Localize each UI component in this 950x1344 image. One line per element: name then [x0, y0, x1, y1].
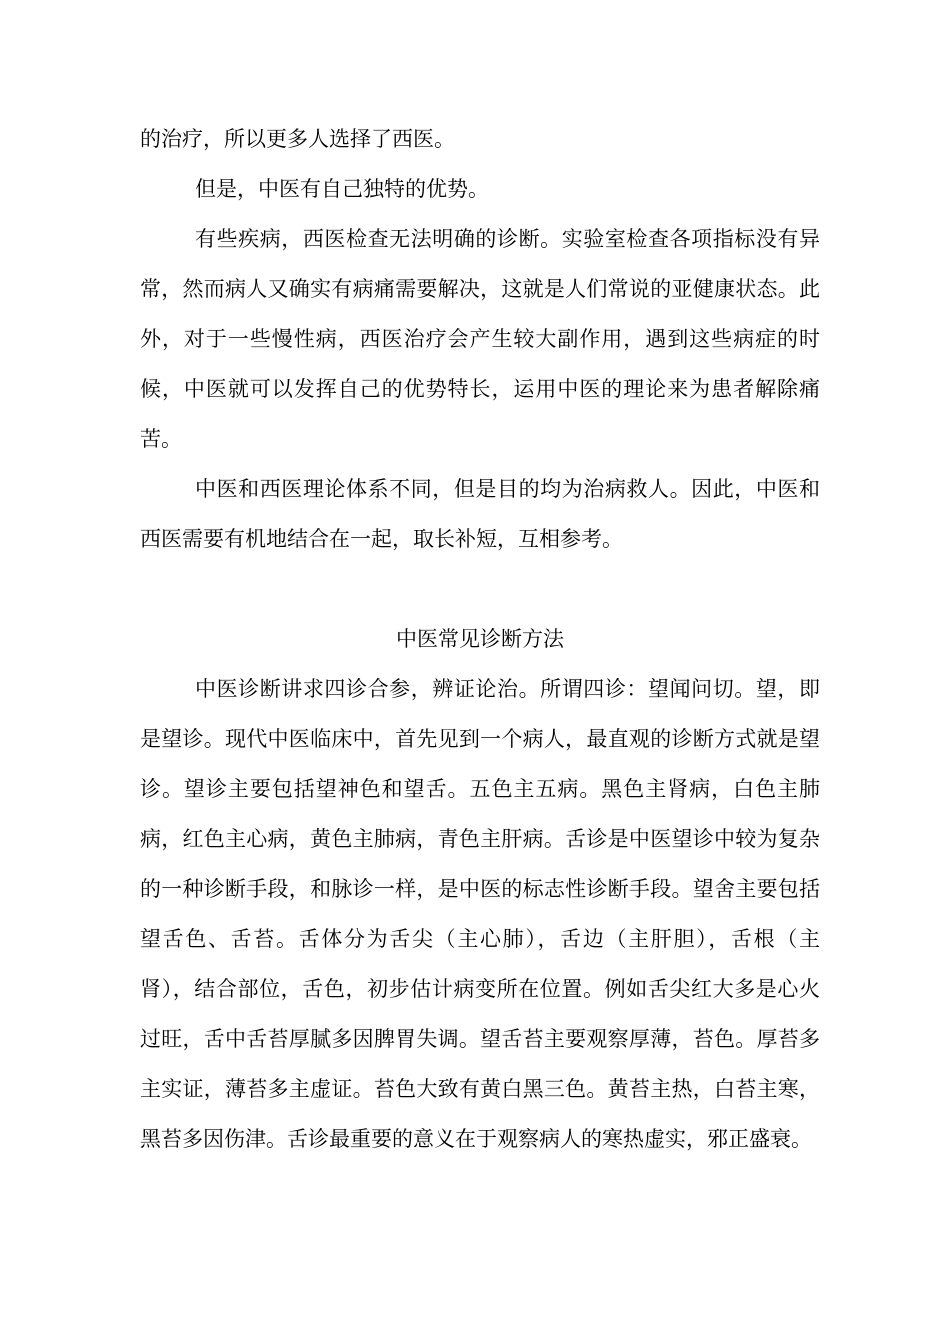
section-heading: 中医常见诊断方法 [396, 627, 564, 651]
paragraph-advantage-intro: 但是，中医有自己独特的优势。 [195, 177, 489, 201]
paragraph-continuation: 的治疗，所以更多人选择了西医。 [140, 127, 455, 151]
body-text-top [140, 114, 820, 564]
paragraph-integration: 中医和西医理论体系不同，但是目的均为治病救人。因此，中医和西医需要有机地结合在一起，取长补短，互相参考。 [140, 477, 820, 551]
body-text-section [140, 664, 820, 1164]
paragraph-four-diagnostics: 中医诊断讲求四诊合参，辨证论治。所谓四诊：望闻问切。望，即是望诊。现代中医临床中，首先见到一个病人，最直观的诊断方式就是望诊。望诊主要包括望神色和望舌。五色主五病。黑色主肾病，白色主肺病，红色主心病，黄色主肺病，青色主肝病。舌诊是中医望诊中较为复杂的一种诊断手段，和脉诊一样，是中医的标志性诊断手段。望舍主要包括望舌色、舌苔。舌体分为舌尖（主心肺），舌边（主肝胆），舌根（主肾），结合部位，舌色，初步估计病变所在位置。例如舌尖红大多是心火过旺，舌中舌苔厚腻多因脾胃失调。望舌苔主要观察厚薄，苔色。厚苔多主实证，薄苔多主虚证。苔色大致有黄白黑三色。黄苔主热，白苔主寒，黑苔多因伤津。舌诊最重要的意义在于观察病人的寒热虚实，邪正盛衰。 [140, 677, 820, 1151]
section-heading-block [140, 614, 820, 664]
paragraph-subhealth: 有些疾病，西医检查无法明确的诊断。实验室检查各项指标没有异常，然而病人又确实有病痛需要解决，这就是人们常说的亚健康状态。此外，对于一些慢性病，西医治疗会产生较大副作用，遇到这些病症的时候，中医就可以发挥自己的优势特长，运用中医的理论来为患者解除痛苦。 [140, 227, 820, 451]
